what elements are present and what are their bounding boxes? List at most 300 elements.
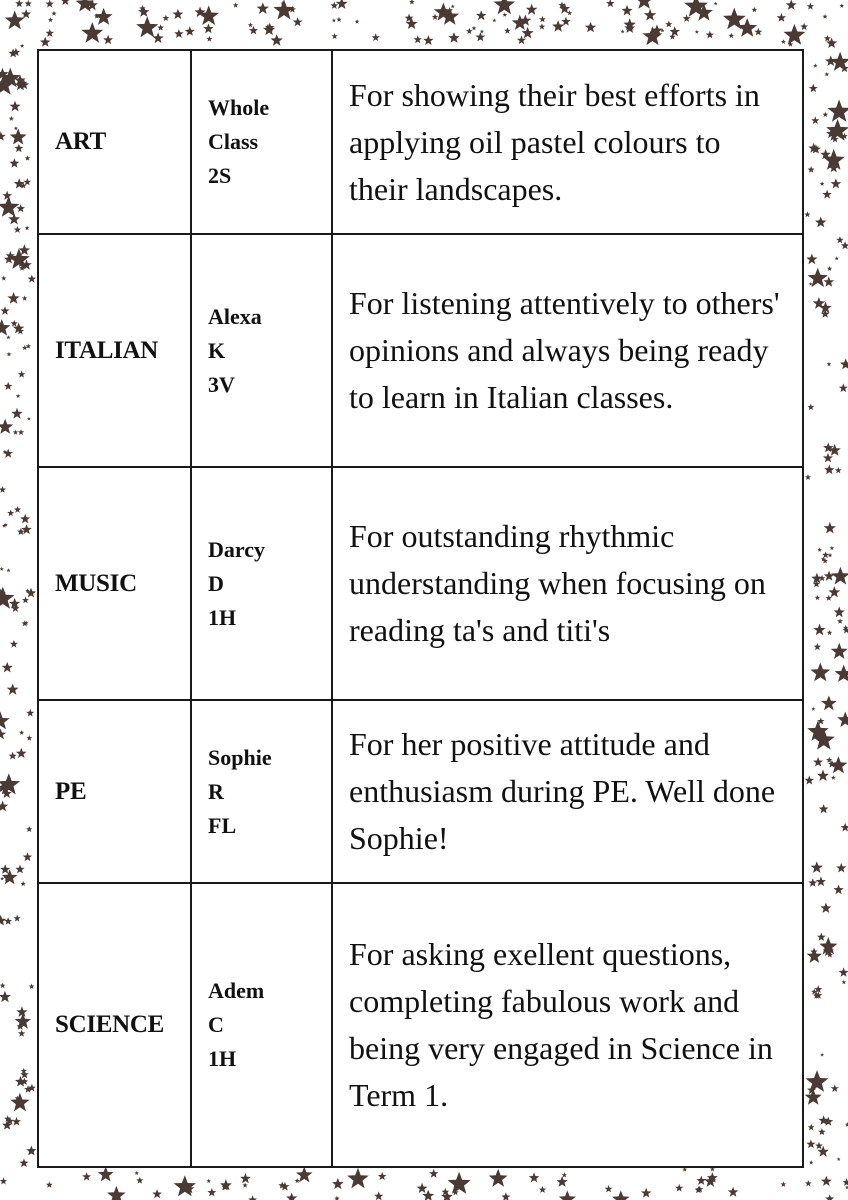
star-icon — [409, 0, 415, 4]
star-icon — [466, 28, 473, 34]
star-icon — [332, 33, 338, 39]
star-icon — [817, 933, 826, 941]
student-cell — [191, 467, 332, 700]
star-icon — [830, 546, 835, 550]
star-icon — [40, 37, 51, 47]
star-icon — [336, 17, 341, 22]
star-icon — [805, 474, 811, 480]
star-icon — [46, 0, 54, 8]
star-icon — [539, 16, 546, 22]
star-icon — [332, 1178, 344, 1189]
star-icon — [824, 522, 836, 534]
star-icon — [835, 256, 839, 260]
star-icon — [781, 1181, 787, 1187]
star-icon — [248, 22, 253, 27]
star-icon — [332, 18, 336, 22]
star-icon — [13, 430, 18, 435]
star-icon — [821, 903, 832, 913]
reason-cell: For showing their best efforts in applying oil pastel colours to their landscapes. — [332, 50, 803, 234]
star-icon — [136, 1177, 143, 1184]
subject-cell: ART — [38, 50, 191, 234]
subject-cell: PE — [38, 700, 191, 883]
star-icon — [414, 35, 422, 43]
star-icon — [206, 36, 212, 42]
star-icon — [827, 100, 848, 122]
star-icon — [808, 166, 815, 173]
star-icon — [296, 1167, 313, 1183]
star-icon — [809, 282, 813, 286]
star-icon — [781, 39, 786, 44]
star-icon — [9, 116, 14, 121]
star-icon — [174, 1175, 196, 1196]
star-icon — [451, 4, 455, 8]
star-icon — [622, 5, 633, 16]
star-icon — [837, 712, 848, 728]
star-icon — [612, 1190, 629, 1200]
star-icon — [14, 226, 21, 233]
star-icon — [824, 35, 831, 42]
star-icon — [829, 586, 841, 597]
star-icon — [10, 1093, 29, 1111]
star-icon — [263, 24, 275, 36]
student-first-name: Darcy — [208, 536, 266, 562]
star-icon — [494, 0, 516, 14]
star-icon — [98, 1166, 114, 1181]
star-icon — [665, 21, 672, 28]
student-class: 3V — [208, 371, 235, 397]
star-icon — [448, 32, 459, 43]
student-last-initial: K — [208, 337, 226, 363]
star-icon — [808, 1124, 815, 1131]
star-icon — [378, 1172, 387, 1180]
star-icon — [173, 9, 184, 19]
star-icon — [448, 1172, 471, 1194]
star-icon — [152, 1189, 162, 1198]
star-icon — [374, 1191, 383, 1200]
star-icon — [286, 1193, 297, 1200]
star-icon — [831, 1084, 839, 1092]
student-class: FL — [208, 812, 237, 838]
star-icon — [0, 983, 5, 989]
star-icon — [0, 419, 13, 434]
star-icon — [810, 663, 830, 682]
star-icon — [94, 13, 100, 18]
star-icon — [834, 606, 845, 617]
star-icon — [504, 27, 511, 33]
star-icon — [784, 24, 806, 45]
star-icon — [26, 735, 32, 741]
star-icon — [4, 917, 12, 925]
student-class: 1H — [208, 604, 237, 630]
star-icon — [817, 548, 822, 552]
star-icon — [0, 729, 6, 740]
star-icon — [25, 155, 31, 161]
star-icon — [809, 1160, 813, 1164]
reason-cell: For outstanding rhythmic understanding when focusing on reading ta's and titi's — [332, 467, 803, 700]
student-cell — [191, 234, 332, 467]
star-icon — [805, 776, 814, 785]
star-icon — [14, 915, 21, 922]
star-icon — [103, 35, 113, 44]
star-icon — [843, 1178, 848, 1186]
star-icon — [777, 13, 786, 22]
star-icon — [823, 112, 829, 117]
star-icon — [10, 640, 18, 648]
star-icon — [14, 506, 21, 513]
star-icon — [529, 1172, 540, 1182]
star-icon — [811, 116, 819, 124]
student-cell — [191, 700, 332, 883]
star-icon — [840, 358, 848, 369]
star-icon — [157, 24, 164, 30]
star-icon — [1, 306, 10, 315]
star-icon — [815, 1142, 823, 1149]
star-icon — [714, 2, 718, 6]
star-icon — [821, 1176, 832, 1186]
star-icon — [821, 696, 837, 711]
star-icon — [355, 19, 360, 23]
star-icon — [823, 276, 834, 286]
star-icon — [136, 16, 158, 37]
award-row-science — [38, 883, 803, 1167]
star-icon — [839, 967, 848, 976]
star-icon — [203, 23, 213, 33]
star-icon — [0, 877, 4, 881]
star-icon — [18, 371, 25, 378]
star-icon — [6, 568, 10, 572]
star-icon — [429, 1169, 438, 1178]
star-icon — [0, 991, 11, 1002]
star-icon — [25, 0, 32, 7]
star-icon — [22, 296, 28, 301]
star-icon — [806, 1139, 815, 1148]
star-icon — [2, 191, 12, 200]
star-icon — [347, 1168, 369, 1188]
star-icon — [809, 84, 818, 93]
star-icon — [233, 2, 239, 7]
star-icon — [7, 683, 19, 694]
star-icon — [242, 1183, 247, 1188]
star-icon — [12, 1117, 21, 1126]
star-icon — [808, 878, 817, 887]
star-icon — [28, 275, 37, 283]
star-icon — [837, 1157, 841, 1161]
star-icon — [828, 553, 833, 557]
star-icon — [835, 467, 842, 473]
star-icon — [163, 15, 170, 21]
star-icon — [11, 408, 23, 419]
student-first-name: Sophie — [208, 744, 272, 770]
star-icon — [754, 28, 762, 36]
star-icon — [822, 190, 831, 199]
star-icon — [827, 266, 832, 271]
star-icon — [7, 510, 14, 517]
star-icon — [10, 158, 20, 167]
star-icon — [831, 643, 848, 659]
star-icon — [107, 1186, 126, 1200]
star-icon — [0, 801, 8, 812]
star-icon — [82, 1172, 91, 1180]
star-icon — [706, 31, 714, 39]
star-icon — [827, 362, 832, 367]
star-icon — [18, 1030, 25, 1037]
star-icon — [0, 131, 6, 140]
star-icon — [51, 11, 56, 16]
star-icon — [16, 394, 21, 398]
star-icon — [831, 567, 848, 585]
star-icon — [417, 1183, 428, 1193]
star-icon — [432, 14, 439, 20]
star-icon — [835, 665, 848, 682]
star-icon — [293, 17, 303, 26]
star-icon — [61, 0, 71, 5]
student-last-initial: D — [208, 570, 224, 596]
student-first-name: Whole — [208, 95, 270, 120]
star-icon — [729, 33, 735, 38]
student-first-name: Adem — [208, 978, 265, 1003]
star-icon — [842, 980, 847, 985]
star-icon — [825, 1194, 834, 1200]
reason-cell: For asking exellent questions, completing fabulous work and being very engaged in Science in Term 1. — [332, 883, 803, 1167]
star-icon — [815, 595, 820, 600]
star-icon — [836, 863, 846, 873]
star-icon — [46, 29, 54, 37]
star-icon — [472, 26, 477, 31]
star-icon — [257, 2, 269, 14]
star-icon — [824, 571, 835, 581]
star-icon — [820, 1053, 824, 1057]
star-icon — [19, 1158, 28, 1167]
student-class: 1H — [208, 1046, 237, 1071]
star-icon — [807, 3, 814, 10]
star-icon — [5, 10, 25, 29]
star-icon — [811, 861, 823, 873]
star-icon — [675, 1184, 683, 1192]
star-icon — [26, 344, 31, 349]
star-icon — [14, 126, 18, 130]
student-cell — [191, 883, 332, 1167]
star-icon — [805, 1089, 822, 1105]
star-icon — [2, 662, 13, 673]
star-icon — [334, 1196, 340, 1200]
award-row-italian — [38, 234, 803, 467]
star-icon — [820, 181, 825, 185]
reason-cell: For listening attentively to others' opinions and always being ready to learn in Italian classes. — [332, 234, 803, 467]
star-icon — [21, 881, 26, 886]
star-icon — [822, 14, 827, 19]
star-icon — [814, 643, 821, 650]
star-icon — [831, 775, 836, 780]
star-icon — [24, 1085, 32, 1092]
star-icon — [696, 1176, 706, 1185]
star-icon — [539, 1186, 546, 1193]
star-icon — [7, 292, 19, 304]
star-icon — [695, 30, 699, 34]
star-icon — [4, 382, 12, 390]
star-icon — [476, 32, 486, 41]
star-icon — [372, 33, 380, 41]
student-cell — [191, 50, 332, 234]
star-icon — [26, 826, 32, 832]
star-icon — [15, 1076, 26, 1087]
star-icon — [839, 383, 848, 392]
star-icon — [25, 226, 30, 231]
star-icon — [23, 852, 32, 861]
star-icon — [10, 101, 21, 112]
star-icon — [552, 20, 564, 32]
star-icon — [48, 17, 53, 22]
star-icon — [644, 9, 656, 21]
awards-table — [37, 49, 804, 1168]
star-icon — [804, 211, 810, 217]
star-icon — [18, 429, 24, 435]
star-icon — [833, 885, 843, 895]
star-icon — [635, 0, 654, 9]
star-icon — [806, 1070, 829, 1092]
star-icon — [557, 1176, 568, 1187]
star-icon — [27, 417, 31, 421]
star-icon — [827, 630, 833, 635]
star-icon — [836, 236, 843, 243]
star-icon — [728, 1187, 739, 1197]
star-icon — [240, 1173, 251, 1183]
star-icon — [585, 22, 596, 33]
star-icon — [489, 1169, 508, 1187]
star-icon — [14, 144, 23, 153]
star-icon — [441, 1191, 453, 1200]
star-icon — [807, 948, 823, 963]
star-icon — [800, 23, 808, 30]
star-icon — [1, 276, 6, 281]
reason-cell: For her positive attitude and enthusiasm during PE. Well done Sophie! — [332, 700, 803, 883]
star-icon — [29, 984, 35, 990]
star-icon — [561, 17, 570, 26]
star-icon — [0, 711, 10, 729]
star-icon — [539, 23, 545, 29]
star-icon — [11, 320, 18, 327]
star-icon — [670, 26, 681, 36]
star-icon — [818, 1128, 826, 1135]
student-last-initial: C — [208, 1012, 224, 1037]
star-icon — [786, 0, 797, 10]
subject-cell: ITALIAN — [38, 234, 191, 467]
star-icon — [0, 486, 6, 493]
star-icon — [24, 178, 32, 185]
award-row-pe — [38, 700, 803, 883]
star-icon — [0, 1177, 7, 1184]
star-icon — [46, 1181, 53, 1187]
award-row-art — [38, 50, 803, 234]
star-icon — [641, 1188, 651, 1198]
star-icon — [423, 35, 434, 45]
star-icon — [22, 597, 29, 604]
star-icon — [815, 217, 826, 228]
star-icon — [831, 178, 842, 188]
star-icon — [816, 876, 826, 886]
star-icon — [174, 29, 183, 38]
star-icon — [825, 72, 830, 77]
star-icon — [829, 756, 847, 773]
star-icon — [152, 32, 163, 43]
star-icon — [20, 514, 30, 524]
star-icon — [6, 335, 10, 339]
star-icon — [808, 404, 815, 411]
student-last-initial: Class — [208, 129, 259, 154]
star-icon — [817, 770, 829, 782]
subject-cell: SCIENCE — [38, 883, 191, 1167]
star-icon — [16, 1006, 27, 1017]
star-icon — [21, 9, 31, 18]
award-row-music — [38, 467, 803, 700]
star-icon — [806, 254, 817, 265]
star-icon — [26, 1146, 36, 1156]
star-icon — [248, 1195, 257, 1200]
star-icon — [826, 595, 832, 601]
star-icon — [621, 29, 625, 33]
star-icon — [559, 1190, 576, 1200]
star-icon — [8, 213, 20, 224]
star-icon — [15, 0, 23, 7]
star-icon — [134, 1171, 138, 1175]
star-icon — [805, 1180, 812, 1186]
star-icon — [81, 22, 103, 43]
star-icon — [503, 12, 508, 16]
star-icon — [526, 4, 538, 15]
star-icon — [7, 352, 12, 357]
star-icon — [605, 1185, 613, 1192]
star-icon — [562, 1172, 567, 1177]
star-icon — [811, 707, 815, 711]
star-icon — [841, 823, 848, 832]
star-icon — [20, 1070, 29, 1078]
student-class: 2S — [208, 163, 232, 188]
star-icon — [813, 757, 823, 767]
subject-cell: MUSIC — [38, 467, 191, 700]
star-icon — [819, 804, 829, 813]
star-icon — [814, 624, 826, 636]
star-icon — [813, 63, 817, 67]
star-icon — [0, 319, 11, 336]
star-icon — [0, 567, 4, 571]
star-icon — [476, 10, 486, 20]
star-icon — [492, 18, 496, 22]
star-icon — [19, 730, 24, 735]
star-icon — [26, 709, 34, 717]
star-icon — [501, 1192, 510, 1200]
star-icon — [16, 748, 27, 758]
star-icon — [249, 26, 258, 35]
student-first-name: Alexa — [208, 303, 262, 329]
star-icon — [752, 7, 758, 12]
student-last-initial: R — [208, 778, 224, 804]
star-icon — [295, 1178, 300, 1183]
star-icon — [669, 33, 675, 39]
star-icon — [20, 44, 24, 48]
star-icon — [567, 10, 572, 15]
star-icon — [839, 3, 844, 8]
star-icon — [9, 752, 17, 760]
star-icon — [15, 865, 24, 874]
star-icon — [737, 18, 757, 37]
star-icon — [22, 620, 29, 626]
star-icon — [185, 26, 195, 35]
star-icon — [271, 34, 283, 46]
star-icon — [21, 524, 32, 534]
star-icon — [10, 129, 27, 145]
star-icon — [207, 1179, 212, 1183]
star-icon — [207, 1188, 216, 1197]
star-icon — [837, 618, 843, 624]
